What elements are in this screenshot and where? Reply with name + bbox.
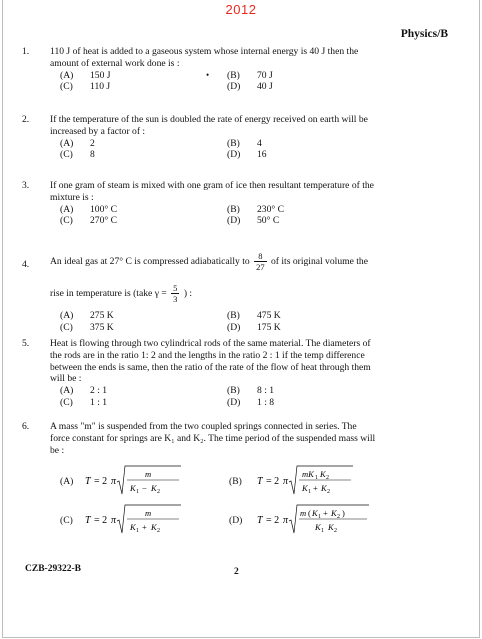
question-line: the rods are in the ratio 1: 2 and the lengths in the ratio 2 : 1 if the temp difference	[50, 349, 365, 361]
question-line: increased by a factor of :	[50, 125, 146, 137]
question-4	[22, 249, 452, 334]
question-text	[50, 421, 452, 456]
option-a: (A) 2	[60, 137, 95, 149]
question-line: rise in temperature is (take γ = $\frac{5}{3}$ ) :	[50, 283, 193, 305]
question-line: 110 J of heat is added to a gaseous system whose internal energy is 40 J then the	[50, 46, 359, 57]
svg-text:K: K	[130, 483, 136, 493]
svg-text:1: 1	[308, 489, 311, 495]
options-row	[60, 70, 452, 82]
svg-text:2: 2	[157, 528, 160, 534]
option-a-label: (A)	[60, 476, 74, 487]
question-text	[50, 249, 452, 309]
option-b-label: (B)	[229, 476, 242, 487]
svg-text:(: (	[308, 508, 311, 518]
svg-text:m: m	[145, 508, 152, 518]
option-b: (B) 475 K	[227, 310, 281, 321]
question-number: 1.	[22, 46, 30, 57]
option-a: (A) 275 K	[60, 310, 114, 321]
option-b: (B) 4	[227, 137, 262, 149]
svg-text:): )	[342, 508, 345, 518]
svg-text:1: 1	[318, 514, 321, 520]
stray-dot: •	[206, 69, 210, 80]
page-number: 2	[234, 567, 239, 577]
formula-c	[85, 503, 185, 542]
option-a: (A) 100° C	[60, 203, 118, 215]
svg-text:K: K	[331, 508, 337, 518]
option-c: (C) 375 K	[60, 321, 114, 333]
svg-text:2: 2	[337, 514, 340, 520]
svg-text:+: +	[142, 522, 147, 532]
question-text	[50, 180, 452, 204]
fraction-8-27: $\frac{8}{27}$	[256, 251, 265, 273]
option-d-label: (D)	[229, 515, 243, 526]
option-c: (C) 110 J	[60, 81, 111, 93]
question-number: 2.	[22, 114, 30, 125]
svg-text:1: 1	[136, 489, 139, 495]
subject-header: Physics/B	[400, 28, 448, 40]
question-5	[22, 338, 452, 409]
paper-code: CZB-29322-B	[25, 564, 81, 574]
svg-text:= 2: = 2	[94, 476, 108, 487]
svg-text:K: K	[312, 508, 318, 518]
option-a: (A) 2 : 1	[60, 385, 108, 397]
question-2	[22, 114, 452, 161]
options-row	[60, 310, 452, 322]
question-line: Heat is flowing through two cylindrical rods of the same material. The diameters of	[50, 338, 371, 349]
question-6	[22, 421, 452, 456]
svg-text:π: π	[283, 515, 289, 526]
svg-text:= 2: = 2	[266, 476, 280, 487]
options-row	[60, 149, 452, 161]
svg-text:K: K	[320, 469, 326, 479]
svg-text:K: K	[130, 522, 136, 532]
option-d: (D) 1 : 8	[227, 396, 275, 408]
option-d: (D) 16	[227, 149, 267, 161]
options-row	[60, 138, 452, 150]
svg-text:π: π	[111, 515, 117, 526]
svg-text:= 2: = 2	[266, 515, 280, 526]
question-text	[50, 114, 452, 138]
options-row	[60, 322, 452, 334]
svg-text:1: 1	[136, 528, 139, 534]
question-line: will be :	[50, 373, 82, 385]
option-d: (D) 175 K	[227, 321, 281, 333]
question-line: A mass "m" is suspended from the two coupled springs connected in series. The	[50, 421, 357, 432]
svg-text:m: m	[300, 508, 307, 518]
options-row	[60, 397, 452, 409]
question-3	[22, 180, 452, 227]
svg-text:π: π	[283, 476, 289, 487]
question-line: force constant for springs are K₁ and K₂. The time period of the suspended mass will	[50, 432, 376, 444]
question-number: 5.	[22, 338, 30, 349]
svg-text:T: T	[85, 476, 91, 487]
svg-text:2: 2	[157, 489, 160, 495]
question-line: amount of external work done is :	[50, 57, 180, 69]
svg-text:+: +	[323, 508, 328, 518]
svg-text:1: 1	[315, 475, 318, 481]
svg-text:K: K	[151, 483, 157, 493]
svg-text:π: π	[111, 476, 117, 487]
question-number: 4.	[22, 259, 30, 270]
option-b: (B) 230° C	[227, 203, 285, 215]
option-b: (B) 8 : 1	[227, 385, 275, 397]
question-line: mixture is :	[50, 191, 94, 203]
formula-d	[257, 503, 377, 542]
formula-b	[257, 464, 357, 503]
svg-text:m: m	[145, 469, 152, 479]
option-d: (D) 50° C	[227, 215, 280, 227]
svg-text:2: 2	[327, 489, 330, 495]
question-line: between the ends is same, then the ratio of the rate of the flow of heat through them	[50, 361, 371, 373]
svg-text:+: +	[313, 483, 318, 493]
option-d: (D) 40 J	[227, 81, 273, 93]
svg-text:K: K	[321, 483, 327, 493]
svg-text:K: K	[302, 483, 308, 493]
question-line: be :	[50, 444, 65, 456]
svg-text:−: −	[142, 483, 147, 493]
svg-text:mK: mK	[302, 469, 314, 479]
svg-text:T: T	[257, 515, 263, 526]
options-row	[60, 385, 452, 397]
question-text	[50, 338, 452, 385]
svg-text:2: 2	[334, 528, 337, 534]
svg-text:T: T	[257, 476, 263, 487]
question-text	[50, 46, 452, 70]
svg-text:T: T	[85, 515, 91, 526]
question-1	[22, 46, 452, 93]
svg-text:K: K	[315, 522, 321, 532]
question-number: 3.	[22, 180, 30, 191]
options-row	[60, 81, 452, 93]
option-c-label: (C)	[60, 515, 73, 526]
svg-text:1: 1	[321, 528, 324, 534]
option-c: (C) 1 : 1	[60, 396, 108, 408]
question-line: If one gram of steam is mixed with one gram of ice then resultant temperature of the	[50, 180, 374, 191]
svg-text:2: 2	[326, 475, 329, 481]
svg-text:K: K	[151, 522, 157, 532]
year-label: 2012	[225, 2, 257, 17]
option-c: (C) 270° C	[60, 215, 118, 227]
svg-text:K: K	[328, 522, 334, 532]
options-row	[60, 204, 452, 216]
question-line: An ideal gas at 27° C is compressed adiabatically to $\frac{8}{27}$ of its original volume the	[50, 251, 368, 273]
svg-text:= 2: = 2	[94, 515, 108, 526]
formula-a	[85, 464, 185, 503]
question-number: 6.	[22, 421, 30, 432]
options-row	[60, 215, 452, 227]
option-a: (A) 150 J	[60, 69, 111, 81]
question-line: If the temperature of the sun is doubled the rate of energy received on earth will be	[50, 114, 368, 125]
fraction-5-3: $\frac{5}{3}$	[173, 283, 178, 305]
option-c: (C) 8	[60, 149, 95, 161]
option-b: • (B) 70 J	[206, 69, 273, 81]
